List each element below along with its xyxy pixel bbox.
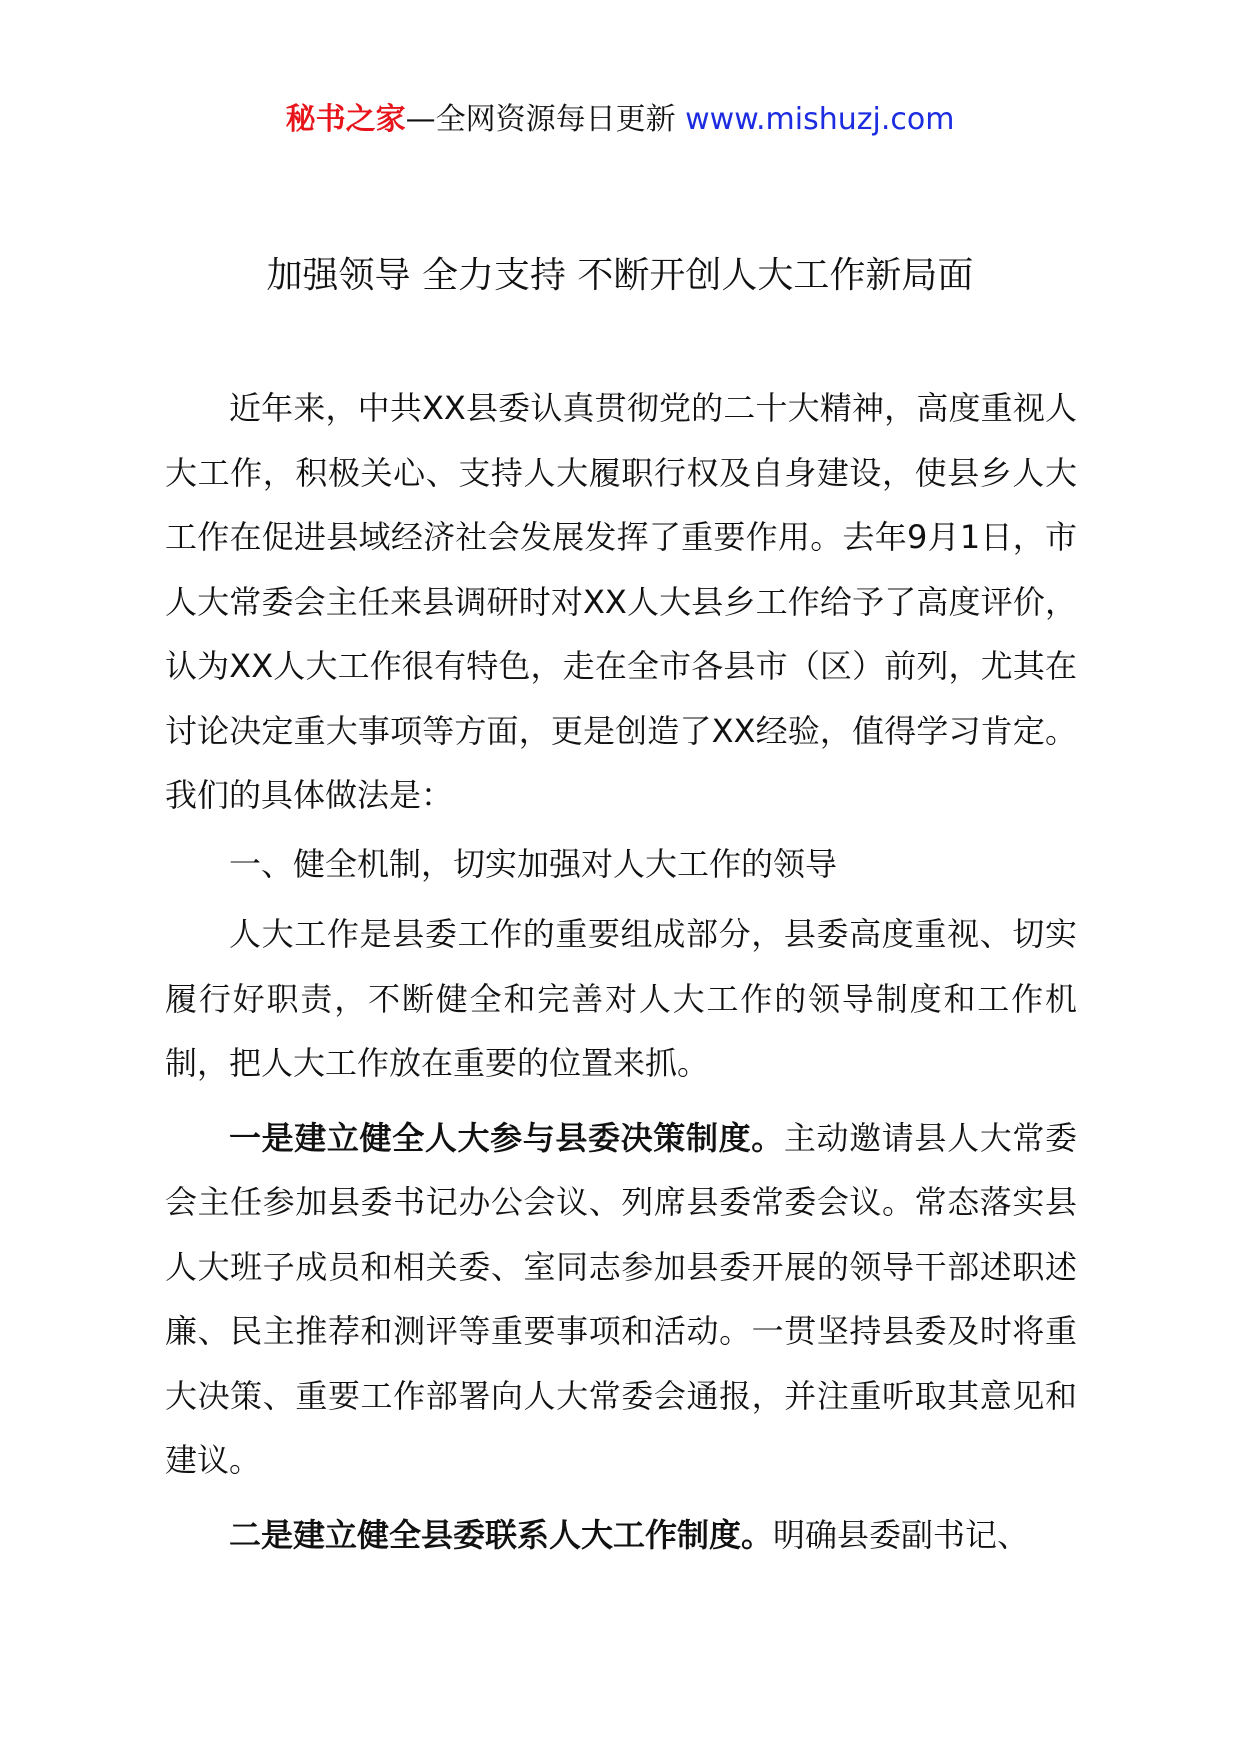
site-brand: 秘书之家 [285, 102, 406, 137]
item-text: 主动邀请县人大常委会主任参加县委书记办公会议、列席县委常委会议。常态落实县人大班子成员和相关委、室同志参加县委开展的领导干部述职述廉、民主推荐和测评等重要事项和活动。一贯坚持县委及时将重大决策、重要工作部署向人大常委会通报，并注重听取其意见和建议。 [165, 1118, 1077, 1479]
intro-paragraph: 近年来，中共XX县委认真贯彻党的二十大精神，高度重视人大工作，积极关心、支持人大履职行权及自身建设，使县乡人大工作在促进县域经济社会发展发挥了重要作用。去年9月1日，市人大常委会主任来县调研时对XX人大县乡工作给予了高度评价，认为XX人大工作很有特色，走在全市各县市（区）前列，尤其在讨论决定重大事项等方面，更是创造了XX经验，值得学习肯定。我们的具体做法是： [165, 389, 1077, 814]
site-url-link[interactable]: www.mishuzj.com [685, 102, 955, 137]
item-lead: 二是建立健全县委联系人大工作制度。 [229, 1515, 774, 1554]
item-text: 明确县委副书记、 [773, 1515, 1030, 1554]
site-tagline: —全网资源每日更新 [405, 102, 686, 137]
section-paragraph: 人大工作是县委工作的重要组成部分，县委高度重视、切实履行好职责，不断健全和完善对人大工作的领导制度和工作机制，把人大工作放在重要的位置来抓。 [165, 915, 1077, 1082]
list-item [165, 1503, 1077, 1568]
site-header-banner [0, 100, 1240, 140]
list-item [165, 1106, 1077, 1493]
document-body [165, 376, 1077, 1567]
document-title: 加强领导 全力支持 不断开创人大工作新局面 [266, 255, 974, 296]
item-lead: 一是建立健全人大参与县委决策制度。 [229, 1118, 784, 1157]
section-heading: 一、健全机制，切实加强对人大工作的领导 [229, 844, 838, 883]
